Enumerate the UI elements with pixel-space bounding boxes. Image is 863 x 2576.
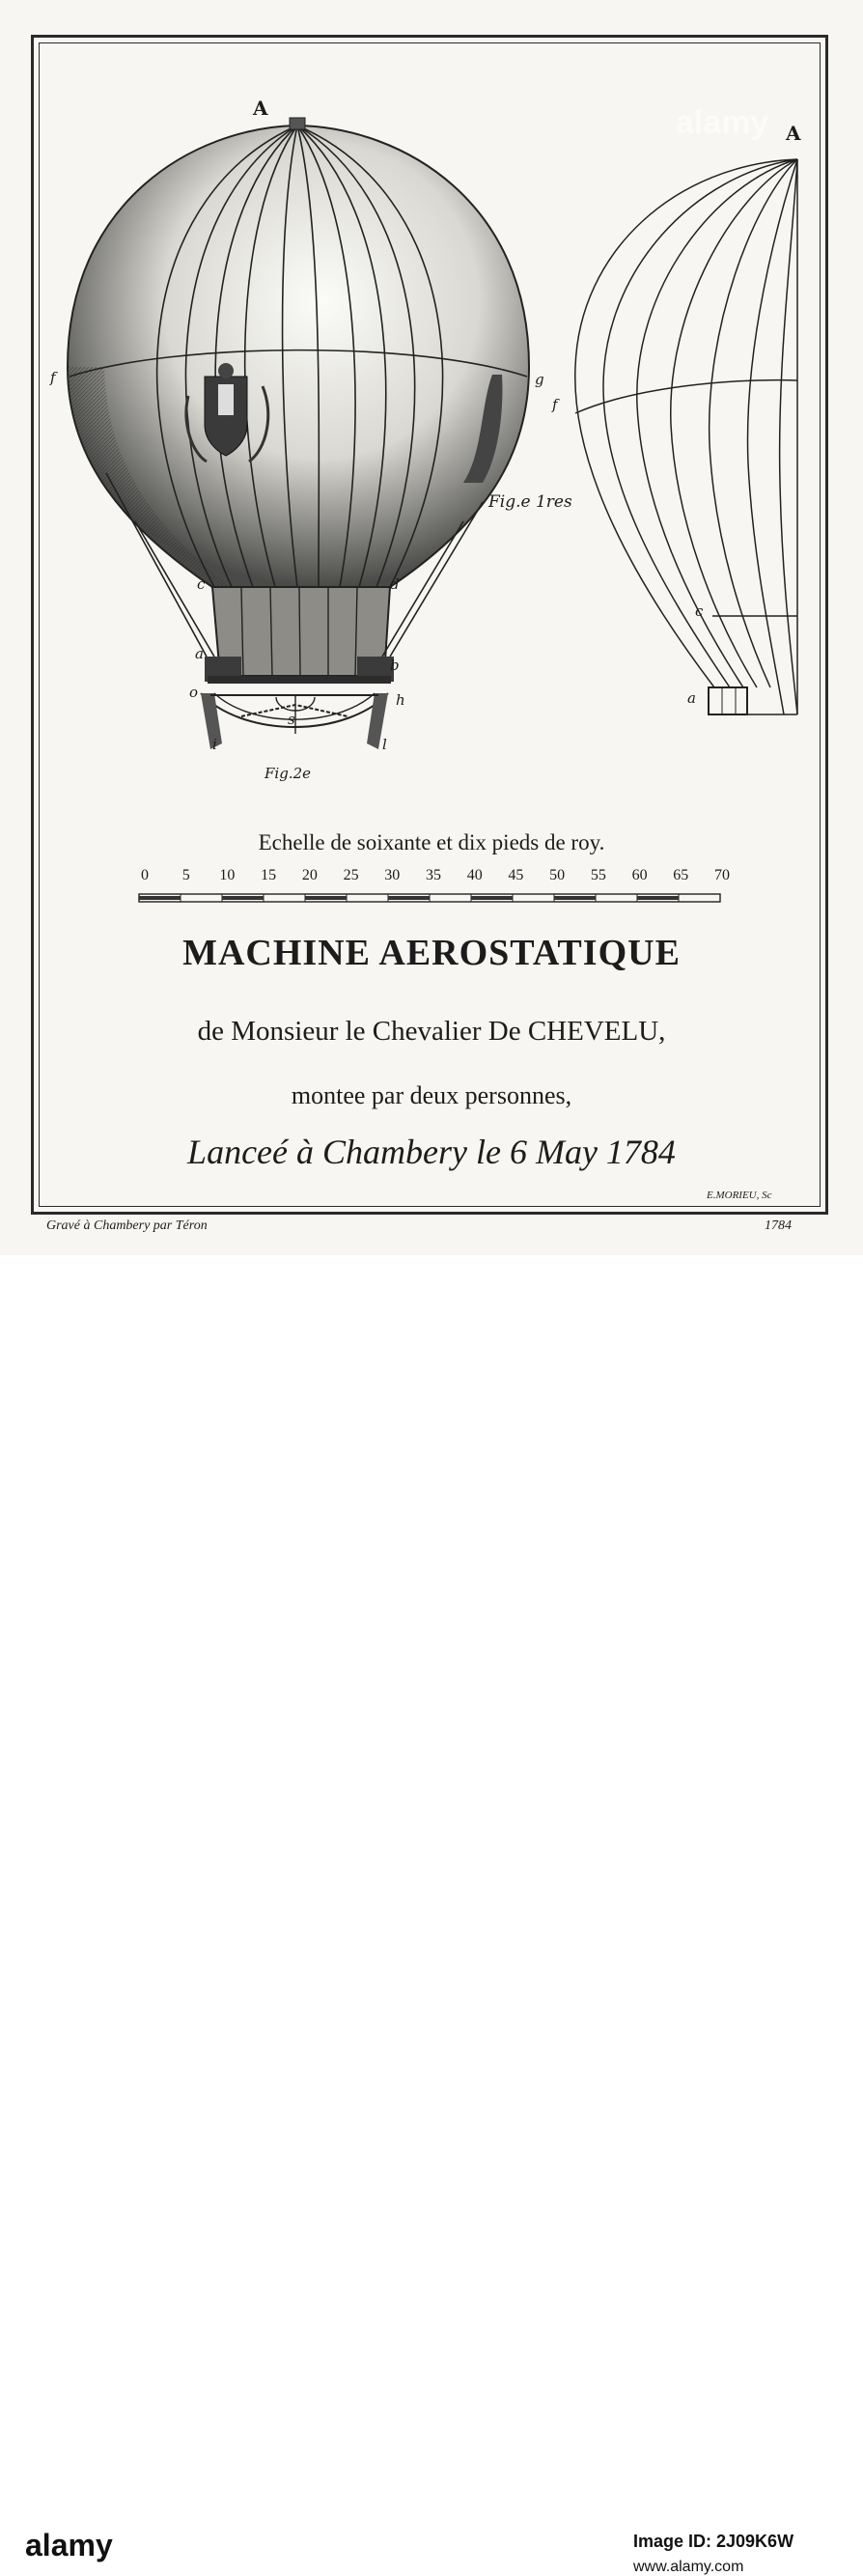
scale-tick-label: 55 (590, 867, 606, 883)
label-b: b (390, 657, 400, 674)
engraving-plate (0, 0, 863, 1255)
credit-right: 1784 (765, 1218, 792, 1233)
label-c-left: c (197, 575, 206, 593)
scale-tick-label: 45 (508, 867, 524, 883)
balloon-envelope (68, 118, 529, 587)
label-s: s (288, 711, 295, 728)
scale-bar (139, 894, 720, 902)
balloon-illustration (0, 0, 863, 1255)
credit-left: Gravé à Chambery par Téron (46, 1218, 208, 1233)
label-f-left: f (50, 369, 56, 386)
plate-title: MACHINE AEROSTATIQUE (182, 933, 681, 973)
scale-tick-label: 60 (631, 867, 648, 883)
label-a-left: A (253, 97, 268, 120)
scale-tick-label: 5 (181, 867, 190, 883)
watermark-footer (0, 1255, 863, 2575)
engraver-signature: E.MORIEU, Sc (707, 1190, 772, 1201)
label-a-right: A (786, 122, 801, 145)
plate-line-3: montee par deux personnes, (291, 1081, 572, 1109)
label-a-small-left: a (195, 645, 204, 662)
label-f-right: f (552, 396, 558, 413)
scale-tick-label: 70 (714, 867, 730, 883)
scale-tick-label: 35 (426, 867, 441, 883)
balloon-neck (205, 587, 394, 684)
watermark-logo: alamy (25, 2528, 113, 2562)
label-l: l (382, 736, 387, 753)
watermark-image-id: Image ID: 2J09K6W (633, 2532, 794, 2551)
label-fig2: Fig.2e (264, 765, 311, 782)
label-fig1: Fig.e 1res (488, 492, 572, 512)
scale-tick-label: 25 (343, 867, 359, 883)
label-h: h (396, 691, 405, 709)
scale-title: Echelle de soixante et dix pieds de roy. (258, 830, 605, 854)
balloon-cross-section (575, 159, 797, 714)
label-i: i (212, 736, 217, 753)
label-d: d (390, 575, 400, 593)
plate-line-4: Lanceé à Chambery le 6 May 1784 (187, 1133, 676, 1171)
scale-tick-label: 40 (466, 867, 483, 883)
scale-tick-label: 10 (219, 867, 236, 883)
watermark-url: www.alamy.com (633, 2559, 744, 2575)
plate-subtitle: de Monsieur le Chevalier De CHEVELU, (197, 1016, 666, 1047)
scale-tick-label: 20 (301, 867, 318, 883)
label-g: g (535, 371, 544, 388)
scale-tick-label: 15 (261, 867, 277, 883)
scale-tick-label: 0 (141, 867, 149, 883)
watermark-faint-logo: alamy (676, 104, 769, 141)
scale-tick-label: 50 (549, 867, 566, 883)
scale-tick-label: 65 (673, 867, 689, 883)
scale-tick-label: 30 (384, 867, 401, 883)
label-a-small-right: a (687, 689, 696, 707)
label-c-right: c (695, 602, 704, 620)
label-o: o (189, 684, 199, 701)
